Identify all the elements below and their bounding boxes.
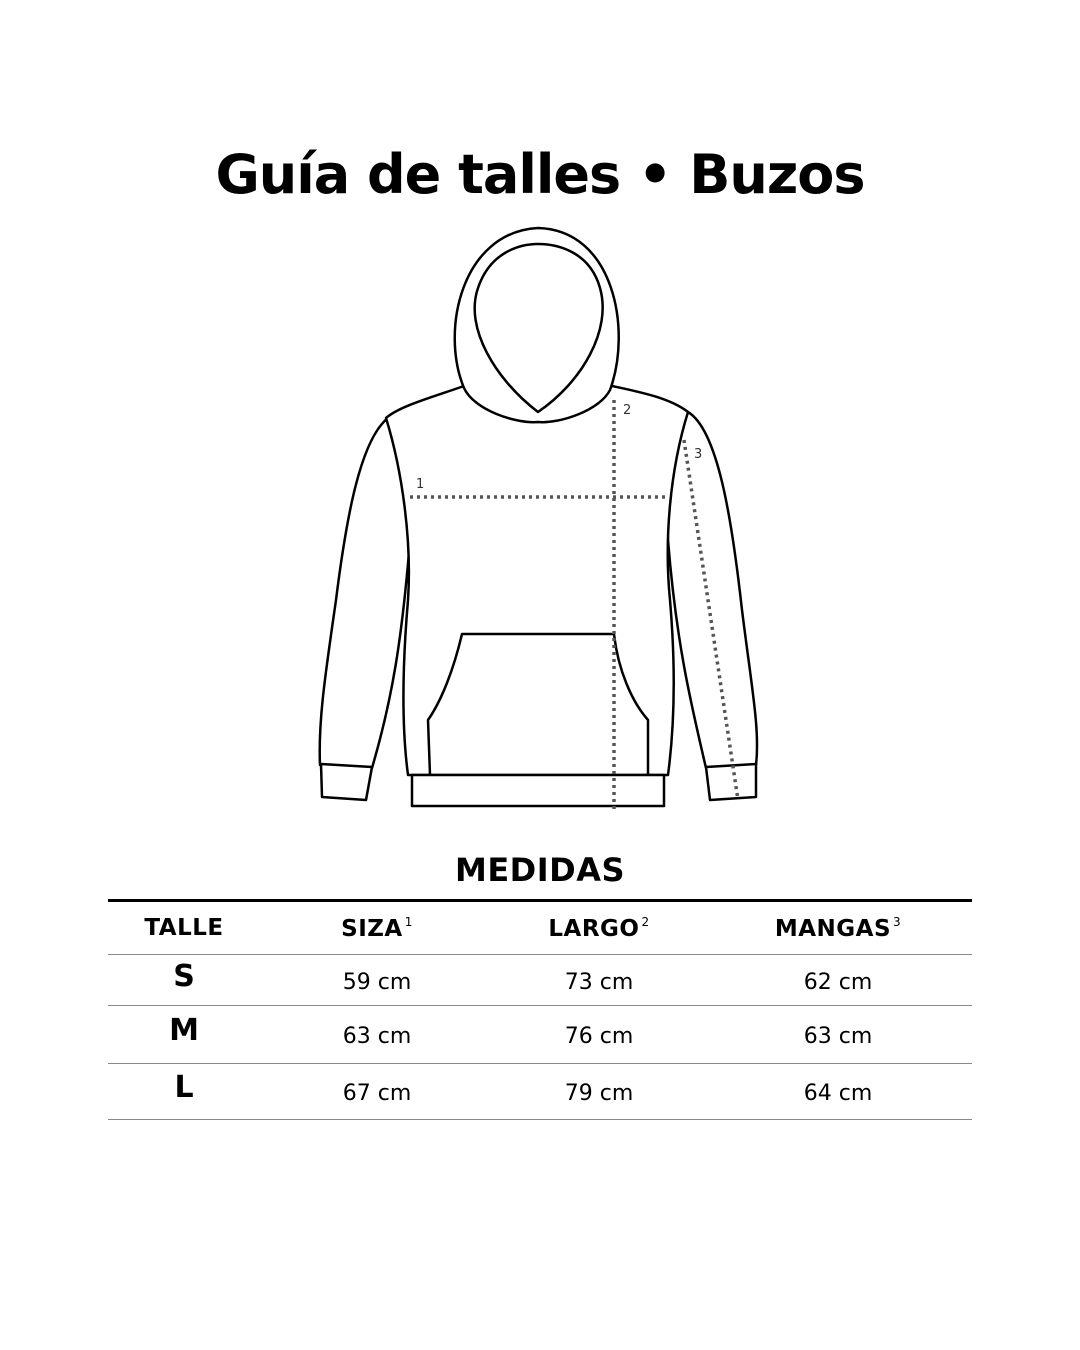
size-label: S — [173, 958, 195, 994]
header-siza: SIZA $^1$ — [341, 914, 413, 942]
left-sleeve — [320, 418, 411, 768]
largo-value: 73 cm — [564, 969, 634, 995]
marker-3: 3 — [694, 447, 703, 462]
mangas-value: 64 cm — [803, 1081, 873, 1106]
waistband — [412, 775, 664, 806]
largo-value: 76 cm — [564, 1024, 634, 1049]
header-talle: TALLE — [144, 915, 224, 941]
right-cuff — [706, 764, 756, 800]
table-header — [108, 902, 972, 955]
header-largo: LARGO $^2$ — [548, 914, 650, 942]
section-title: MEDIDAS — [454, 851, 626, 889]
marker-1: 1 — [416, 477, 425, 492]
marker-2: 2 — [623, 403, 632, 418]
header-mangas: MANGAS $^3$ — [774, 914, 902, 942]
table-row — [108, 1006, 972, 1064]
right-sleeve — [667, 412, 757, 768]
largo-value: 79 cm — [564, 1081, 634, 1106]
siza-value: 59 cm — [342, 969, 412, 995]
mangas-value: 62 cm — [803, 969, 873, 995]
siza-value: 63 cm — [342, 1024, 412, 1049]
table-row — [108, 955, 972, 1006]
left-cuff — [321, 764, 372, 800]
kangaroo-pocket — [428, 634, 648, 775]
size-label: M — [169, 1013, 199, 1048]
mangas-value: 63 cm — [803, 1024, 873, 1049]
size-table — [108, 899, 972, 1120]
siza-value: 67 cm — [342, 1081, 412, 1106]
table-row — [108, 1064, 972, 1120]
page-title: Guía de talles • Buzos — [215, 143, 865, 206]
size-label: L — [174, 1070, 194, 1105]
